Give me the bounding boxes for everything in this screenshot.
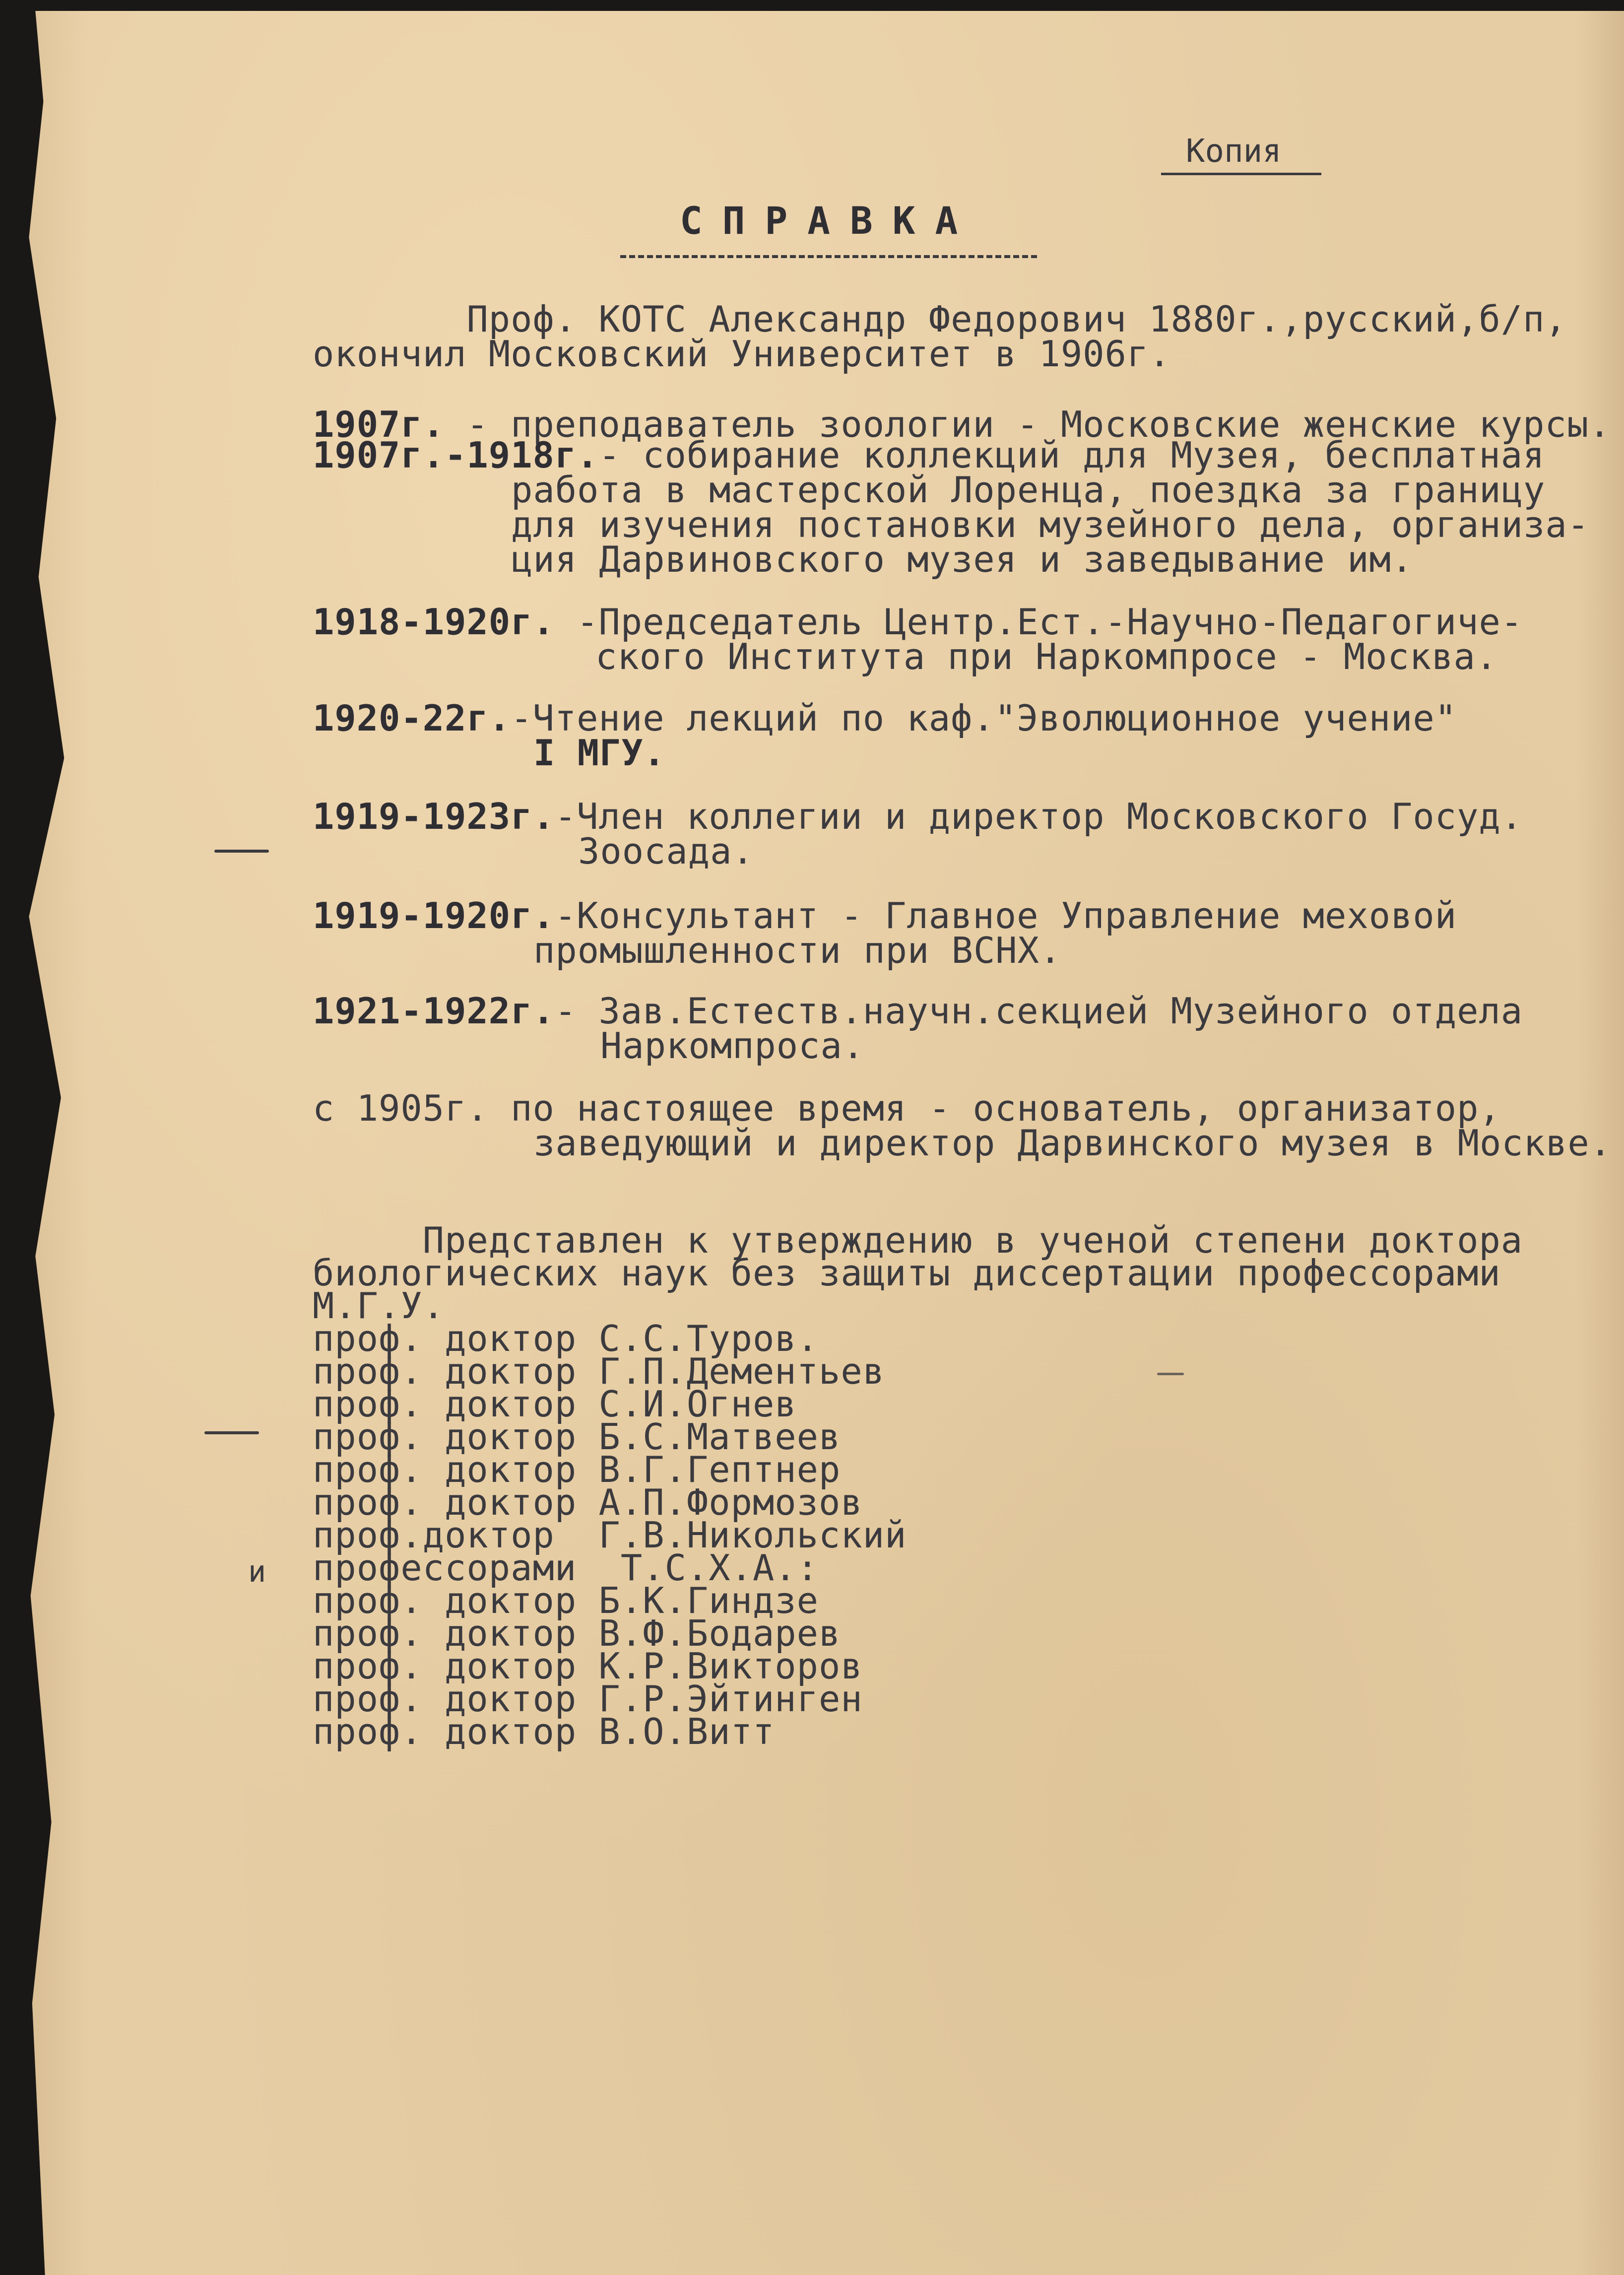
professor-line: проф. доктор С.С.Туров. [313,1318,819,1359]
professor-line: проф. доктор Г.П.Дементьев [313,1350,885,1392]
professor-line: проф. доктор С.И.Огнев [313,1383,797,1425]
professor-line: проф. доктор Г.Р.Эйтинген [313,1678,863,1720]
professor-line: проф. доктор В.Г.Гептнер [313,1449,841,1490]
tskha-marker: и [248,1554,266,1589]
career-entry-line: Зоосада. [578,830,754,872]
career-entry-line: ского Института при Наркомпросе - Москва. [595,636,1498,677]
career-entry-1920-22: 1920-22г.-Чтение лекций по каф."Эволюционное учение" [313,697,1457,739]
career-entry-line: I МГУ. [533,732,666,774]
career-entry-1919-1920: 1919-1920г.-Консультант - Главное Управление меховой [313,895,1457,937]
career-entry-line: промышленности при ВСНХ. [533,930,1062,971]
intro-line-2: окончил Московский Университет в 1906г. [313,333,1171,375]
career-entry-line: ция Дарвиновского музея и заведывание им. [511,538,1414,580]
career-entry-line: для изучения постановки музейного дела, организа- [511,504,1590,545]
presentation-line-3: М.Г.У. [313,1285,445,1327]
stray-mark [204,1431,259,1434]
stray-mark [1157,1373,1184,1375]
professor-line: проф. доктор А.П.Формозов [313,1481,863,1523]
stray-mark [214,850,269,853]
career-entry-1907: 1907г. - преподаватель зоологии - Московские женские курсы. [313,403,1611,445]
professor-line: проф. доктор Б.К.Гиндзе [313,1580,819,1621]
copy-mark: Копия [1161,133,1321,175]
presentation-line-2: биологических наук без защиты диссертации профессорами [313,1252,1501,1294]
professor-line: проф. доктор В.О.Витт [313,1711,775,1752]
professor-line: проф. доктор В.Ф.Бодарев [313,1612,841,1654]
career-entry-1907-1918: 1907г.-1918г.- собирание коллекций для Музея, бесплатная [313,434,1545,476]
career-entry-1918-1920: 1918-1920г. -Председатель Центр.Ест.-Научно-Педагогиче- [313,601,1523,643]
tskha-header: профессорами Т.С.Х.А.: [313,1547,819,1589]
career-entry-since-1905: с 1905г. по настоящее время - основатель, организатор, [313,1087,1501,1129]
intro-line-1: Проф. КОТС Александр Федорович 1880г.,русский,б/п, [466,298,1567,340]
career-entry-1921-1922: 1921-1922г.- Зав.Естеств.научн.секцией Музейного отдела [313,990,1523,1032]
career-entry-1919-1923: 1919-1923г.-Член коллегии и директор Московского Госуд. [313,796,1523,837]
career-entry-line: работа в мастерской Лоренца, поездка за границу [511,469,1546,511]
title-underline [620,255,1037,258]
professor-line: проф.доктор Г.В.Никольский [313,1514,907,1556]
career-entry-line: заведующий и директор Дарвинского музея в Москве. [533,1122,1612,1164]
professor-line: проф. доктор Б.С.Матвеев [313,1416,841,1458]
professor-line: проф. доктор К.Р.Викторов [313,1645,863,1687]
presentation-line-1: Представлен к утверждению в ученой степени доктора [422,1219,1523,1261]
career-entry-line: Наркомпроса. [600,1025,865,1067]
document-title: СПРАВКА [680,199,978,243]
